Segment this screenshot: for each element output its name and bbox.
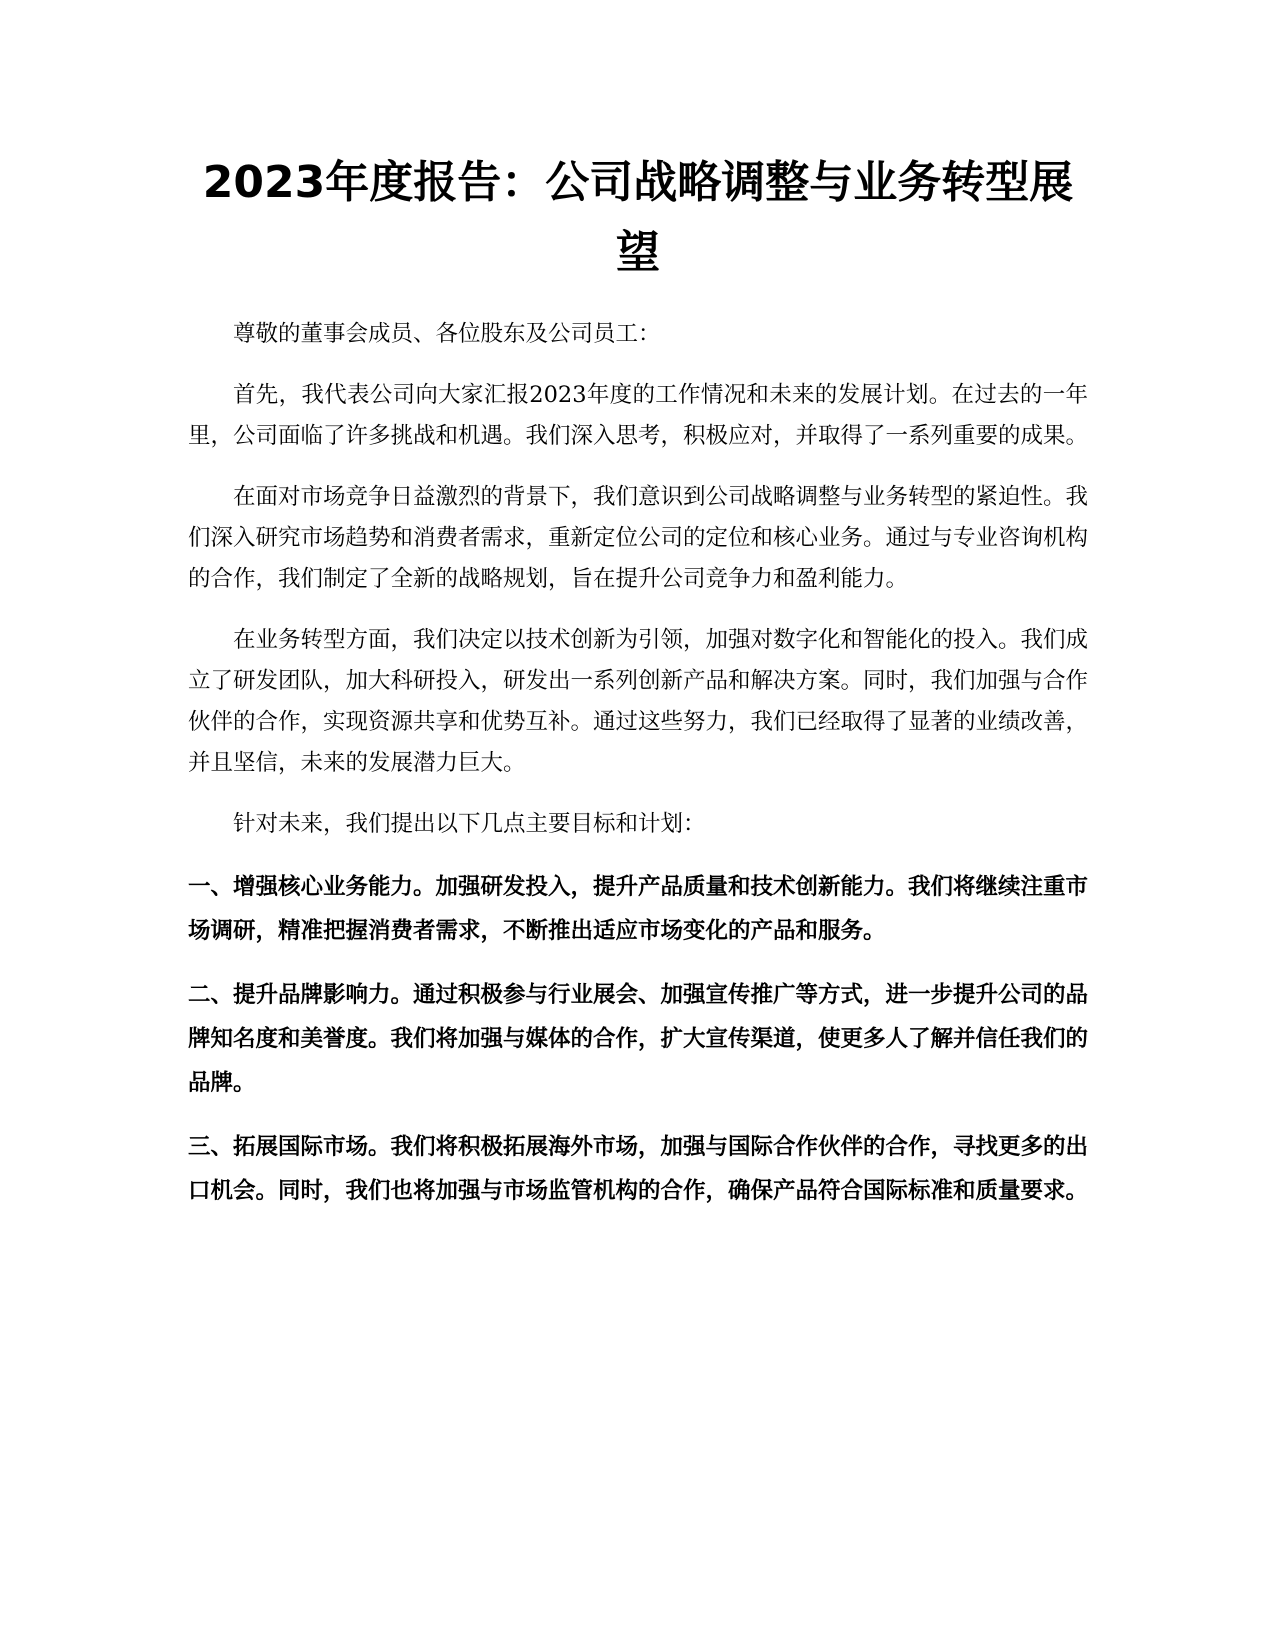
goal-international-market: 三、拓展国际市场。我们将积极拓展海外市场，加强与国际合作伙伴的合作，寻找更多的出口机会。同时，我们也将加强与市场监管机构的合作，确保产品符合国际标准和质量要求。 [188, 1134, 1089, 1204]
paragraph-transformation: 在业务转型方面，我们决定以技术创新为引领，加强对数字化和智能化的投入。我们成立了研发团队，加大科研投入，研发出一系列创新产品和解决方案。同时，我们加强与合作伙伴的合作，实现资源共享和优势互补。通过这些努力，我们已经取得了显著的业绩改善，并且坚信，未来的发展潜力巨大。 [188, 627, 1089, 776]
goal-core-business: 一、增强核心业务能力。加强研发投入，提升产品质量和技术创新能力。我们将继续注重市场调研，精准把握消费者需求，不断推出适应市场变化的产品和服务。 [188, 874, 1089, 944]
document-body [188, 148, 1088, 1233]
greeting: 尊敬的董事会成员、各位股东及公司员工： [233, 321, 661, 347]
document-title: 2023年度报告：公司战略调整与业务转型展望 [202, 157, 1074, 278]
goal-brand-influence: 二、提升品牌影响力。通过积极参与行业展会、加强宣传推广等方式，进一步提升公司的品牌知名度和美誉度。我们将加强与媒体的合作，扩大宣传渠道，使更多人了解并信任我们的品牌。 [188, 982, 1089, 1096]
paragraph-strategy: 在面对市场竞争日益激烈的背景下，我们意识到公司战略调整与业务转型的紧迫性。我们深入研究市场趋势和消费者需求，重新定位公司的定位和核心业务。通过与专业咨询机构的合作，我们制定了全新的战略规划，旨在提升公司竞争力和盈利能力。 [188, 484, 1089, 592]
paragraph-goals-intro: 针对未来，我们提出以下几点主要目标和计划： [233, 811, 706, 837]
paragraph-intro: 首先，我代表公司向大家汇报2023年度的工作情况和未来的发展计划。在过去的一年里，公司面临了许多挑战和机遇。我们深入思考，积极应对，并取得了一系列重要的成果。 [188, 382, 1089, 449]
